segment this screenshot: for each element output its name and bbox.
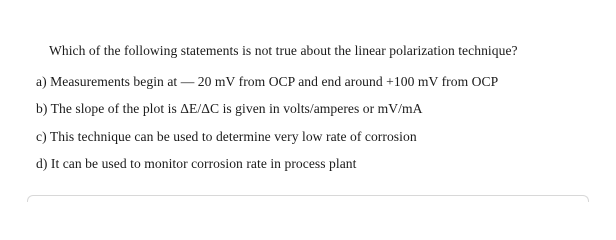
option-c: c) This technique can be used to determine very low rate of corrosion bbox=[36, 129, 417, 144]
option-a: a) Measurements begin at — 20 mV from OCP and end around +100 mV from OCP bbox=[36, 74, 499, 89]
option-b: b) The slope of the plot is ΔE/ΔC is given in volts/amperes or mV/mA bbox=[36, 101, 423, 116]
card-bottom-edge bbox=[27, 195, 589, 202]
option-d: d) It can be used to monitor corrosion rate in process plant bbox=[36, 156, 357, 171]
question-stem: Which of the following statements is not true about the linear polarization technique? bbox=[49, 43, 518, 58]
